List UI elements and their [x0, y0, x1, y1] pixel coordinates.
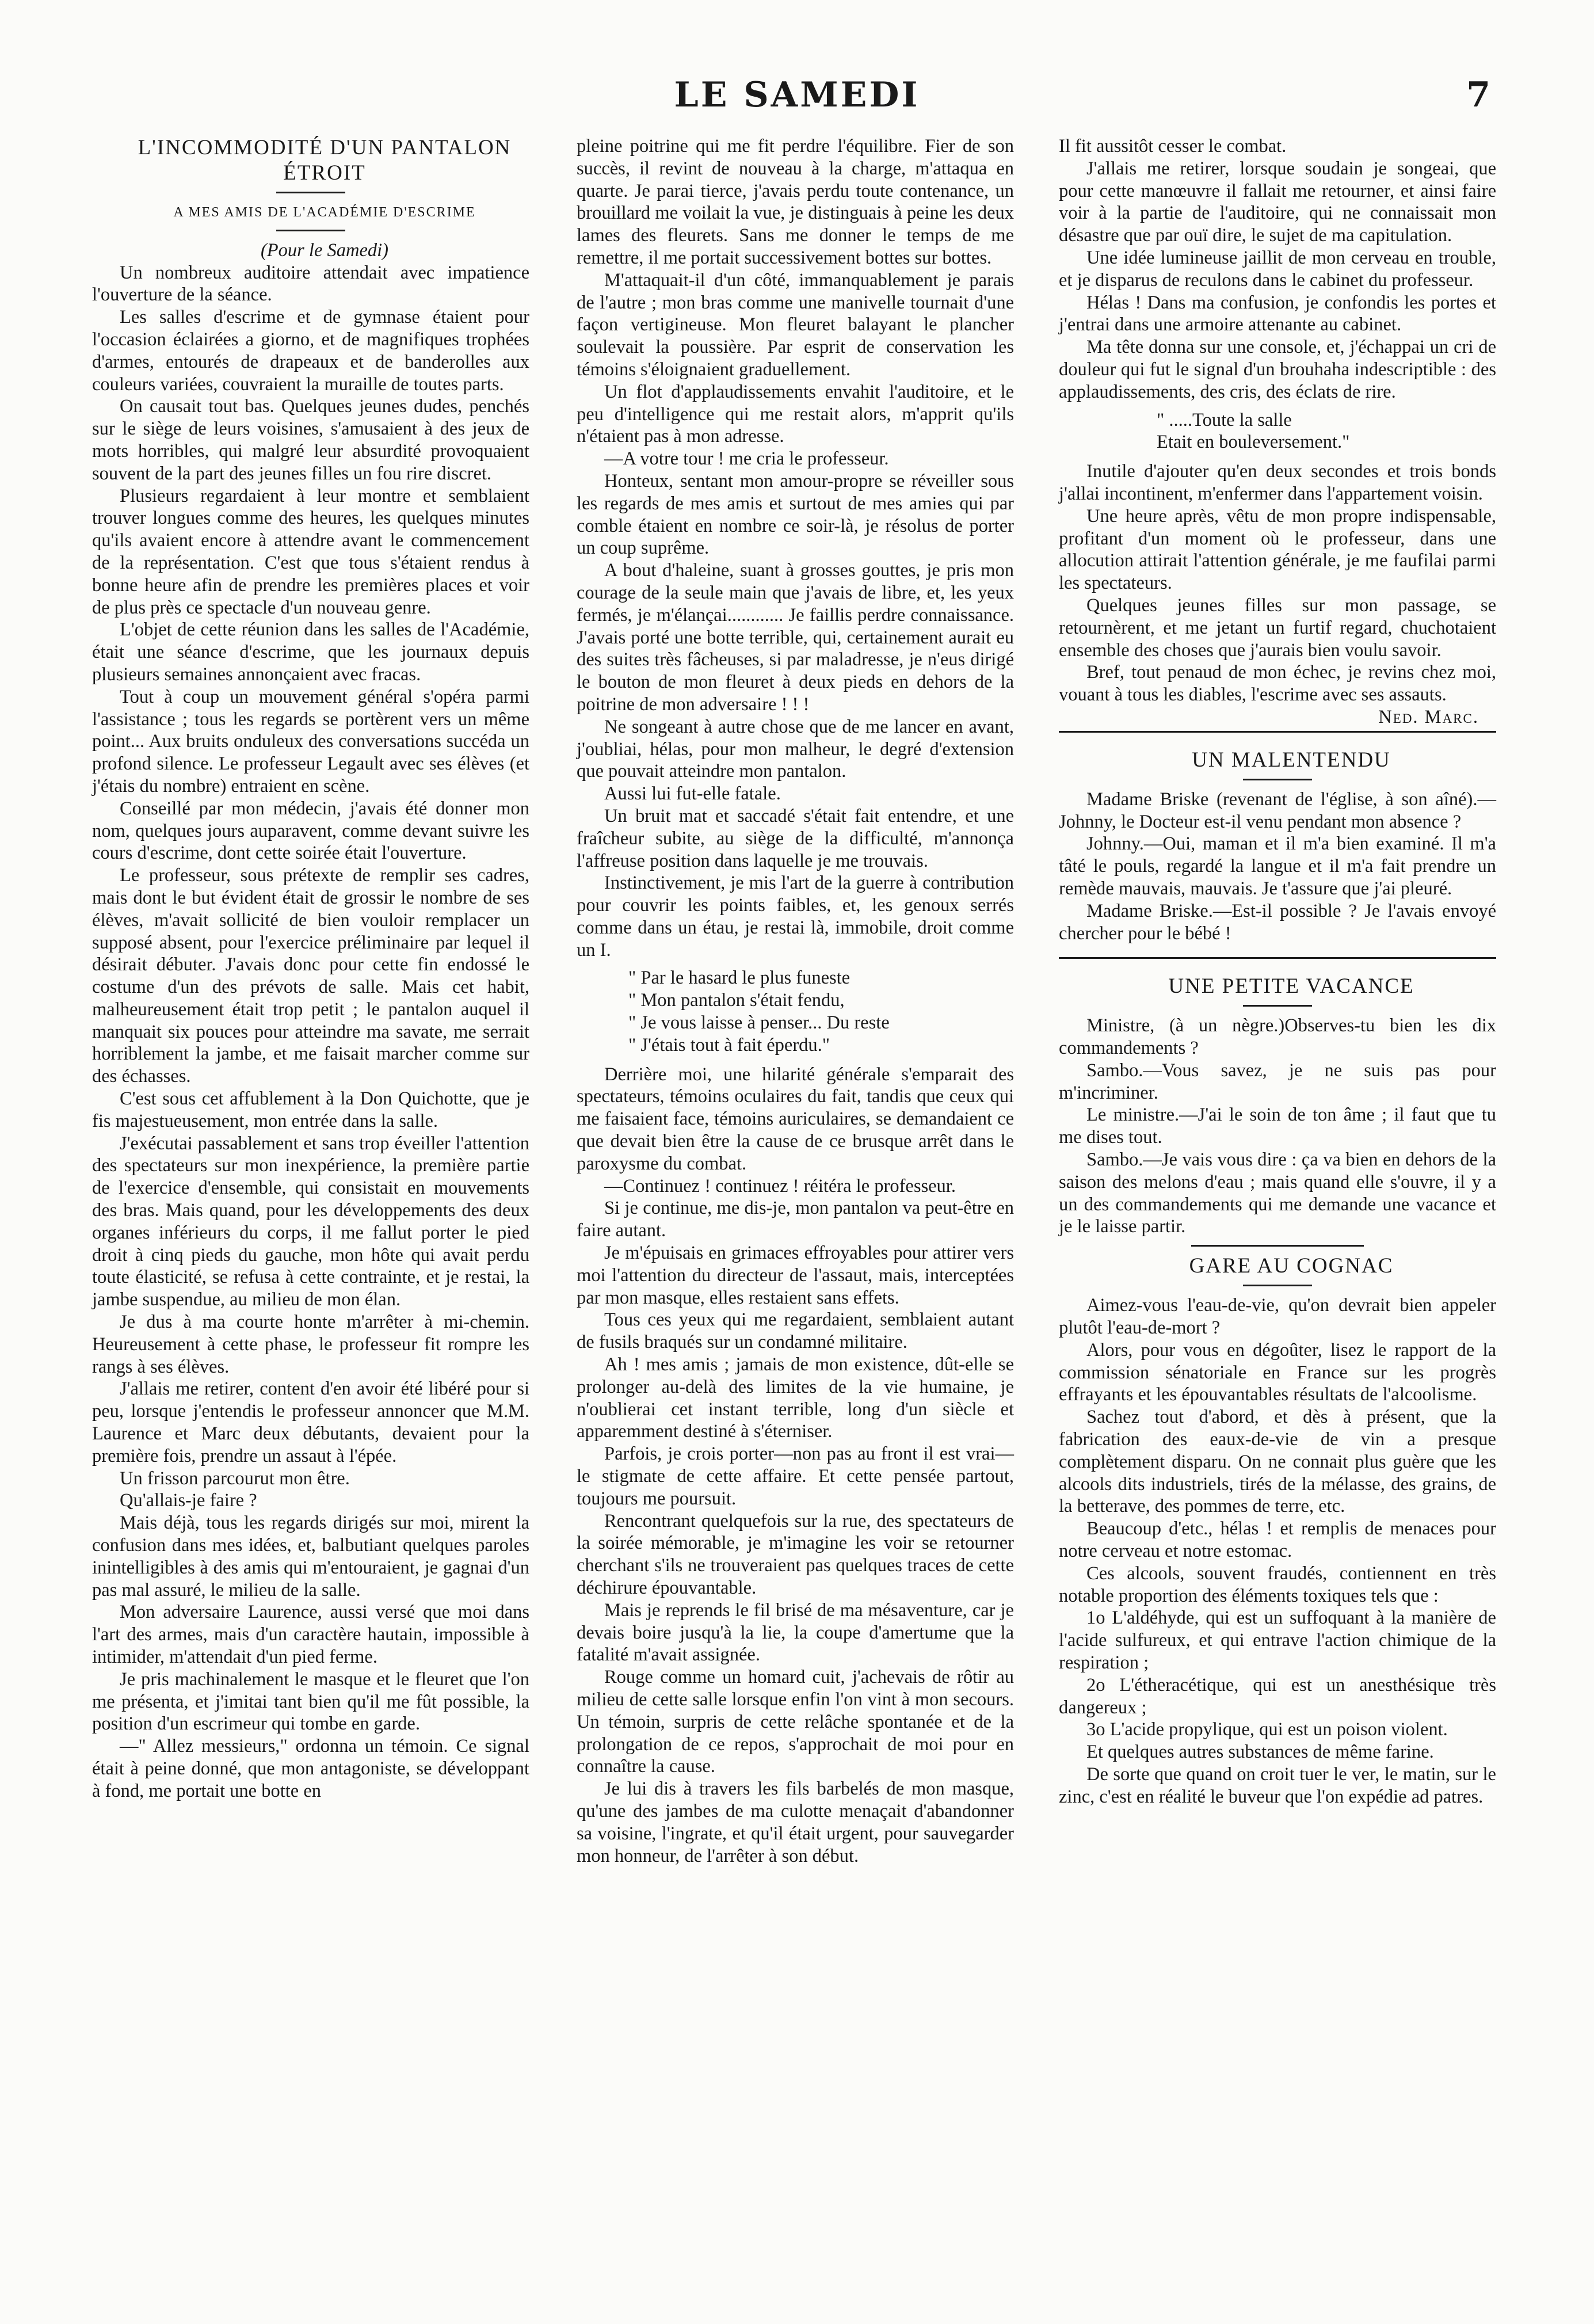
- paragraph: J'exécutai passablement et sans trop éveiller l'attention des spectateurs sur mon inexpérience, la première partie de l'exercice d'ensemble, qui consistait en mouvements des bras. Mais quand, pour les développements des deux organes inférieurs du corps, il me fallut porter le pied droit à cinq pieds du gauche, mon hôte qui avait perdu toute élasticité, se refusa à cette contrainte, et je restai, la jambe suspendue, au milieu de mon élan.: [92, 1133, 529, 1310]
- paragraph: Ministre, (à un nègre.)Observes-tu bien les dix commandements ?: [1059, 1015, 1496, 1059]
- article-separator: [1059, 957, 1496, 959]
- title-rule: [1243, 779, 1312, 780]
- paragraph: On causait tout bas. Quelques jeunes dudes, penchés sur le siège de leurs voisines, s'amusaient à des jeux de mots horribles, qui malgré leur absurdité provoquaient souvent de la part des jeunes filles un fou rire discret.: [92, 396, 529, 484]
- paragraph: Ma tête donna sur une console, et, j'échappai un cri de douleur qui fut le signal d'un brouhaha indescriptible : des applaudissements, des cris, des éclats de rire.: [1059, 337, 1496, 402]
- paragraph: —A votre tour ! me cria le professeur.: [604, 448, 889, 470]
- paragraph: Qu'allais-je faire ?: [120, 1490, 257, 1511]
- page-number: 7: [1466, 75, 1490, 115]
- title-rule: [276, 192, 345, 193]
- author-signature: Ned. Marc.: [1378, 706, 1479, 727]
- paragraph: Rouge comme un homard cuit, j'achevais de rôtir au milieu de cette salle lorsque enfin l'on vint à mon secours. Un témoin, surpris de cette relâche spontanée et de la prolongation de ce repos, s'approchait de moi pour en connaître la cause.: [577, 1667, 1014, 1777]
- paragraph: Instinctivement, je mis l'art de la guerre à contribution pour couvrir les points faibles, et, les genoux serrés comme dans un étau, je restai là, immobile, droit comme un I.: [577, 873, 1014, 961]
- verse-block: [628, 967, 1014, 1056]
- paragraph: Mais je reprends le fil brisé de ma mésaventure, car je devais boire jusqu'à la lie, la coupe d'amertume que la fatalité m'avait assignée.: [577, 1599, 1014, 1666]
- paragraph: Tout à coup un mouvement général s'opéra parmi l'assistance ; tous les regards se portèrent vers un même point... Aux bruits onduleux des conversations succéda un profond silence. Le professeur Legault avec ses élèves (et j'étais du nombre) entraient en scène.: [92, 686, 529, 797]
- paragraph: Bref, tout penaud de mon échec, je revins chez moi, vouant à tous les diables, l'escrime avec ses assauts.: [1059, 662, 1496, 706]
- column-2: [577, 135, 1014, 1867]
- paragraph: Le professeur, sous prétexte de remplir ses cadres, mais dont le but évident était de grossir le nombre de ses élèves, m'avait sollicité de bien vouloir remplacer un supposé absent, pour l'exercice préliminaire par lequel il désirait débuter. J'avais donc pour cette fin endossé le costume d'un des prévots de salle. Mais cet habit, malheureusement était trop petit ; le pantalon auquel il manquait six pouces pour atteindre ma savate, me serrait horriblement la jambe, et me faisait marcher comme sur des échasses.: [92, 865, 529, 1087]
- paragraph: Et quelques autres substances de même farine.: [1086, 1742, 1434, 1763]
- paragraph: Sambo.—Je vais vous dire : ça va bien en dehors de la saison des melons d'eau ; mais quand elle s'ouvre, il y a un des commandements qui me demande une vacance et je le laisse partir.: [1059, 1149, 1496, 1237]
- dedication: A MES AMIS DE L'ACADÉMIE D'ESCRIME: [173, 205, 476, 220]
- paragraph: Le ministre.—J'ai le soin de ton âme ; il faut que tu me dises tout.: [1059, 1104, 1496, 1148]
- paragraph: Sachez tout d'abord, et dès à présent, que la fabrication des eaux-de-vie de vin a presque complètement disparu. On ne connait plus guère que les alcools dits industriels, tirés de la mélasse, des grains, de la betterave, des pommes de terre, etc.: [1059, 1407, 1496, 1517]
- paragraph: Les salles d'escrime et de gymnase étaient pour l'occasion éclairées a giorno, et de magnifiques trophées d'armes, entourés de drapeaux et de banderolles aux couleurs variées, couvraient la muraille de toutes parts.: [92, 307, 529, 395]
- paragraph: 1o L'aldéhyde, qui est un suffoquant à la manière de l'acide sulfureux, et qui entrave l'action chimique de la respiration ;: [1059, 1607, 1496, 1674]
- paragraph: Je dus à ma courte honte m'arrêter à mi-chemin. Heureusement à cette phase, le professeur fit rompre les rangs à ses élèves.: [92, 1312, 529, 1377]
- paragraph: Je m'épuisais en grimaces effroyables pour attirer vers moi l'attention du directeur de l'assaut, mais, interceptées par mon masque, elles restaient sans effets.: [577, 1243, 1014, 1308]
- title-rule: [1243, 1005, 1312, 1007]
- paragraph: Ah ! mes amis ; jamais de mon existence, dût-elle se prolonger au-delà des limites de la vie humaine, je n'oublierai cet instant terrible, long d'un siècle et apparemment destiné à s'éterniser.: [577, 1354, 1014, 1442]
- paragraph: Alors, pour vous en dégoûter, lisez le rapport de la commission sénatoriale en France sur les progrès effrayants et les épouvantables résultats de l'alcoolisme.: [1059, 1339, 1496, 1405]
- paragraph: —Continuez ! continuez ! réitéra le professeur.: [604, 1175, 956, 1197]
- paragraph: Un flot d'applaudissements envahit l'auditoire, et le peu d'intelligence qui me restait alors, m'apprit qu'ils n'étaient pas à mon adresse.: [577, 381, 1014, 447]
- paragraph: —" Allez messieurs," ordonna un témoin. Ce signal était à peine donné, que mon antagoniste, se développant à fond, me portait une botte en: [92, 1736, 529, 1801]
- article-title: UN MALENTENDU: [1192, 748, 1391, 772]
- paragraph: Tous ces yeux qui me regardaient, semblaient autant de fusils braqués sur un condamné militaire.: [577, 1309, 1014, 1353]
- masthead: [86, 69, 1508, 127]
- article-separator: [1059, 731, 1496, 733]
- paragraph: Beaucoup d'etc., hélas ! et remplis de menaces pour notre cerveau et notre estomac.: [1059, 1518, 1496, 1562]
- paragraph: L'objet de cette réunion dans les salles de l'Académie, était une séance d'escrime, que les journaux depuis plusieurs semaines annonçaient avec fracas.: [92, 619, 529, 685]
- verse-line: " .....Toute la salle: [1157, 409, 1292, 430]
- article-title-line-2: ÉTROIT: [283, 161, 366, 185]
- verse-line: " Je vous laisse à penser... Du reste: [628, 1012, 890, 1034]
- paragraph: Je lui dis à travers les fils barbelés de mon masque, qu'une des jambes de ma culotte menaçait d'abandonner sa voisine, l'ingrate, et qu'il était urgent, pour sauvegarder mon honneur, de l'arrêter à son début.: [577, 1778, 1014, 1866]
- article-title: UNE PETITE VACANCE: [1168, 974, 1414, 999]
- verse-line: Etait en bouleversement.": [1157, 432, 1350, 453]
- paragraph: J'allais me retirer, lorsque soudain je songeai, que pour cette manœuvre il fallait me retourner, et ainsi faire voir à la partie de l'auditoire, qui ne connaissait mon désastre que par ouï dire, le sujet de ma capitulation.: [1059, 158, 1496, 246]
- paragraph: Sambo.—Vous savez, je ne suis pas pour m'incriminer.: [1059, 1060, 1496, 1103]
- paragraph: Plusieurs regardaient à leur montre et semblaient trouver longues comme des heures, les quelques minutes qu'ils avaient encore à attendre avant le commencement de la représentation. C'est que tous s'étaient rendus à bonne heure afin de prendre les premières places et voir de plus près ce spectacle d'un nouveau genre.: [92, 485, 529, 618]
- paragraph: Madame Briske.—Est-il possible ? Je l'avais envoyé chercher pour le bébé !: [1059, 900, 1496, 944]
- paragraph: Rencontrant quelquefois sur la rue, des spectateurs de la soirée mémorable, je m'imagine les voir se retourner cherchant s'ils ne trouveraient pas quelques traces de cette déchirure épouvantable.: [577, 1510, 1014, 1598]
- paragraph: Ces alcools, souvent fraudés, contiennent en très notable proportion des éléments toxiques tels que :: [1059, 1563, 1496, 1606]
- byline-note: (Pour le Samedi): [260, 239, 389, 261]
- paragraph: Un nombreux auditoire attendait avec impatience l'ouverture de la séance.: [92, 262, 529, 306]
- paragraph: Quelques jeunes filles sur mon passage, se retournèrent, et me jetant un furtif regard, chuchotaient ensemble des choses que j'aurais bien voulu savoir.: [1059, 595, 1496, 661]
- article-title-line-1: L'INCOMMODITÉ D'UN PANTALON: [138, 136, 512, 159]
- paragraph: C'est sous cet affublement à la Don Quichotte, que je fis majestueusement, mon entrée dans la salle.: [92, 1088, 529, 1131]
- paragraph: 3o L'acide propylique, qui est un poison violent.: [1086, 1719, 1448, 1740]
- paragraph: Parfois, je crois porter—non pas au front il est vrai—le stigmate de cette affaire. Et cette pensée partout, toujours me poursuit.: [577, 1443, 1014, 1509]
- paragraph: A bout d'haleine, suant à grosses gouttes, je pris mon courage de la seule main que j'avais de libre, et, les yeux fermés, je m'élançai............ Je faillis perdre connaissance. J'avais porté une botte terrible, qui, certainement aurait eu des suites très fâcheuses, si par maladresse, je n'eus dirigé le bouton de mon fleuret à deux pieds en dehors de la poitrine de mon adversaire ! ! !: [577, 560, 1014, 715]
- paragraph: Ne songeant à autre chose que de me lancer en avant, j'oubliai, hélas, pour mon malheur, le degré d'extension que pouvait atteindre mon pantalon.: [577, 716, 1014, 782]
- title-rule: [1243, 1285, 1312, 1286]
- paragraph: Aimez-vous l'eau-de-vie, qu'on devrait bien appeler plutôt l'eau-de-mort ?: [1059, 1295, 1496, 1339]
- paragraph: Inutile d'ajouter qu'en deux secondes et trois bonds j'allai incontinent, m'enfermer dans l'appartement voisin.: [1059, 461, 1496, 504]
- dedication-rule: [276, 230, 345, 231]
- paragraph: Un bruit mat et saccadé s'était fait entendre, et une fraîcheur subite, au siège de la difficulté, m'annonça l'affreuse position dans laquelle je me trouvais.: [577, 805, 1014, 871]
- paragraph: Mon adversaire Laurence, aussi versé que moi dans l'art des armes, mais d'un caractère hautain, impossible à intimider, m'attendait d'un pied ferme.: [92, 1602, 529, 1667]
- article-title: GARE AU COGNAC: [1189, 1254, 1394, 1278]
- column-1: [92, 135, 529, 1803]
- paragraph: Derrière moi, une hilarité générale s'emparait des spectateurs, témoins oculaires du fait, tandis que ceux qui me faisaient face, témoins auriculaires, se demandaient ce que devait bien être la cause de ce brusque arrêt dans le paroxysme du combat.: [577, 1064, 1014, 1174]
- paragraph: Une idée lumineuse jaillit de mon cerveau en trouble, et je disparus de reculons dans le cabinet du professeur.: [1059, 247, 1496, 291]
- paragraph: M'attaquait-il d'un côté, immanquablement je parais de l'autre ; mon bras comme une manivelle tournait d'une façon vertigineuse. Mon fleuret balayant le plancher soulevait la poussière. Par esprit de conservation les témoins s'éloignaient graduellement.: [577, 269, 1014, 380]
- paragraph: pleine poitrine qui me fit perdre l'équilibre. Fier de son succès, il revint de nouveau à la charge, m'attaqua en quarte. Je parai tierce, j'avais perdu toute contenance, un brouillard me voilait la vue, je distinguais à peine les deux lames des fleurets. Sans me donner le temps de me remettre, il me portait successivement bottes sur bottes.: [577, 136, 1014, 268]
- paragraph: Une heure après, vêtu de mon propre indispensable, profitant d'un moment où le professeur, dans une allocution attirait l'attention générale, je me faufilai parmi les spectateurs.: [1059, 505, 1496, 594]
- article-separator: [1191, 1245, 1364, 1247]
- paragraph: Madame Briske (revenant de l'église, à son aîné).—Johnny, le Docteur est-il venu pendant mon absence ?: [1059, 788, 1496, 832]
- paragraph: Honteux, sentant mon amour-propre se réveiller sous les regards de mes amis et surtout de mes amies qui par comble étaient en nombre ce soir-là, je résolus de porter un coup suprême.: [577, 470, 1014, 559]
- verse-line: " J'étais tout à fait éperdu.": [628, 1034, 830, 1056]
- paragraph: Il fit aussitôt cesser le combat.: [1059, 136, 1287, 157]
- paragraph: Conseillé par mon médecin, j'avais été donner mon nom, quelques jours auparavent, comme devant suivre les cours d'escrime, dont cette soirée était l'ouverture.: [92, 798, 529, 864]
- paragraph: Un frisson parcourut mon être.: [120, 1468, 350, 1489]
- paragraph: 2o L'étheracétique, qui est un anesthésique très dangereux ;: [1059, 1674, 1496, 1718]
- verse-block: [1157, 409, 1496, 454]
- paragraph: Aussi lui fut-elle fatale.: [604, 783, 781, 805]
- paragraph: J'allais me retirer, content d'en avoir été libéré pour si peu, lorsque j'entendis le professeur annoncer que M.M. Laurence et Marc deux débutants, devaient pour la première fois, prendre un assaut à l'épée.: [92, 1378, 529, 1466]
- paragraph: De sorte que quand on croit tuer le ver, le matin, sur le zinc, c'est en réalité le buveur que l'on expédie ad patres.: [1059, 1764, 1496, 1807]
- column-3: [1059, 135, 1496, 1808]
- paragraph: Johnny.—Oui, maman et il m'a bien examiné. Il m'a tâté le pouls, regardé la langue et il m'a fait prendre un remède mauvais, mauvais. Je t'assure que j'ai pleuré.: [1059, 833, 1496, 899]
- paragraph: Si je continue, me dis-je, mon pantalon va peut-être en faire autant.: [577, 1198, 1014, 1241]
- paragraph: Je pris machinalement le masque et le fleuret que l'on me présenta, et j'imitai tant bien qu'il me fût possible, la position d'un escrimeur qui tombe en garde.: [92, 1668, 529, 1735]
- verse-line: " Mon pantalon s'était fendu,: [628, 990, 845, 1011]
- newspaper-title: LE SAMEDI: [674, 75, 920, 115]
- paragraph: Hélas ! Dans ma confusion, je confondis les portes et j'entrai dans une armoire attenante au cabinet.: [1059, 292, 1496, 336]
- verse-line: " Par le hasard le plus funeste: [628, 967, 851, 989]
- paragraph: Mais déjà, tous les regards dirigés sur moi, mirent la confusion dans mes idées, et, balbutiant quelques paroles inintelligibles à des amis qui m'entouraient, je gagnai d'un pas mal assuré, le milieu de la salle.: [92, 1512, 529, 1601]
